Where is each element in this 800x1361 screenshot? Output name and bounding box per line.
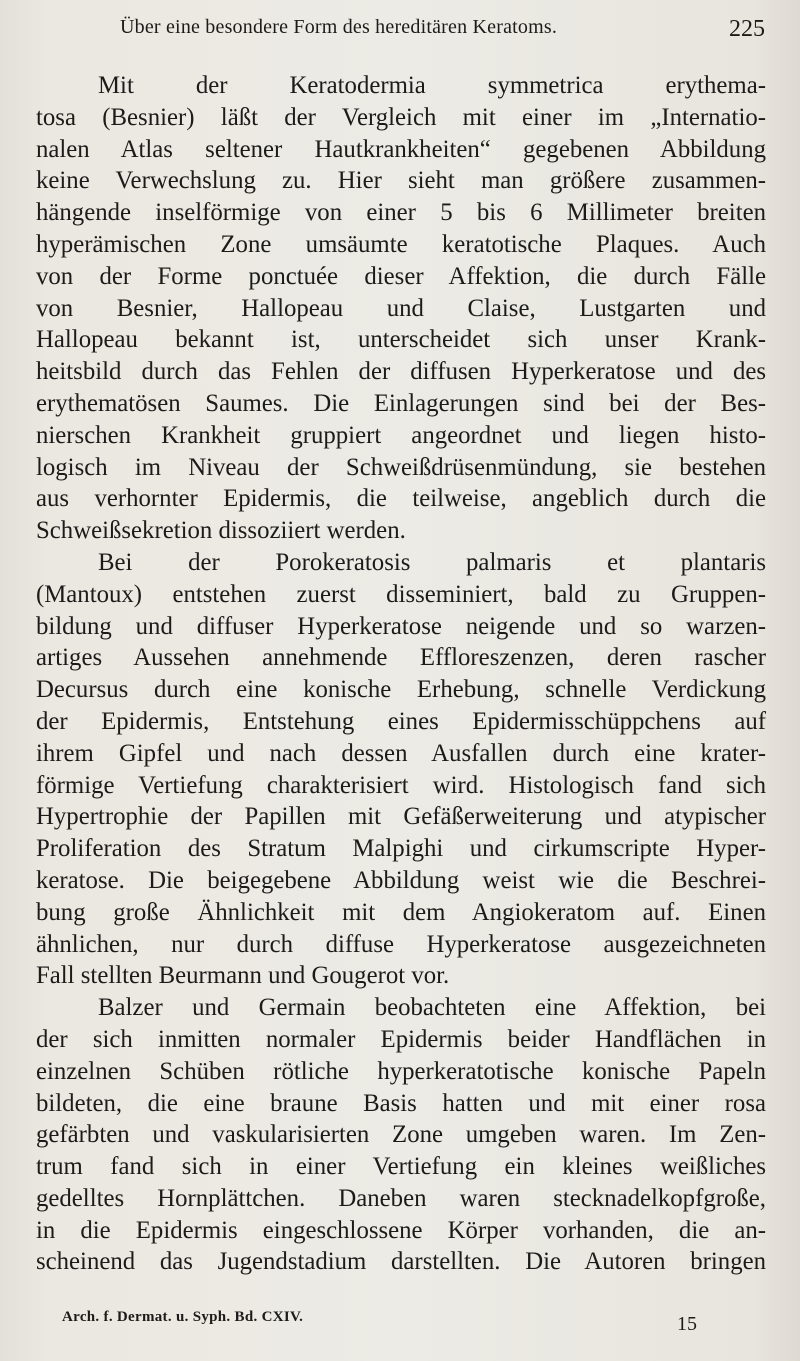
text-line: Balzer und Germain beobachteten eine Affektion, bei (98, 994, 766, 1022)
text-line: scheinend das Jugendstadium darstellten. Die Autoren bringen (36, 1248, 766, 1276)
text-line: Schweißsekretion dissoziiert werden. (36, 517, 406, 545)
text-line: Hallopeau bekannt ist, unterscheidet sich unser Krank- (36, 326, 766, 354)
text-line: der Epidermis, Entstehung eines Epidermisschüppchens auf (36, 707, 766, 735)
text-line: Hypertrophie der Papillen mit Gefäßerweiterung und atypischer (36, 803, 766, 831)
text-line: gedelltes Hornplättchen. Daneben waren stecknadelkopfgroße, (36, 1184, 766, 1212)
text-line: trum fand sich in einer Vertiefung ein kleines weißliches (36, 1153, 766, 1181)
text-line: hängende inselförmige von einer 5 bis 6 Millimeter breiten (36, 199, 766, 227)
text-line: logisch im Niveau der Schweißdrüsenmündung, sie bestehen (36, 453, 766, 481)
text-line: keratose. Die beigegebene Abbildung weist wie die Beschrei- (36, 866, 766, 894)
text-line: gefärbten und vaskularisierten Zone umgeben waren. Im Zen- (36, 1121, 766, 1149)
text-line: nalen Atlas seltener Hautkrankheiten“ gegebenen Abbildung (36, 135, 766, 163)
text-line: Bei der Porokeratosis palmaris et plantaris (98, 548, 766, 576)
body-text (36, 70, 766, 1278)
text-line: tosa (Besnier) läßt der Vergleich mit einer im „Internatio- (36, 103, 766, 131)
text-line: der sich inmitten normaler Epidermis beider Handflächen in (36, 1025, 766, 1053)
text-line: bildung und diffuser Hyperkeratose neigende und so warzen- (36, 612, 766, 640)
text-line: von Besnier, Hallopeau und Claise, Lustgarten und (36, 294, 766, 322)
text-line: von der Forme ponctuée dieser Affektion, die durch Fälle (36, 262, 766, 290)
text-line: bildeten, die eine braune Basis hatten und mit einer rosa (36, 1089, 766, 1117)
text-line: förmige Vertiefung charakterisiert wird. Histologisch fand sich (36, 771, 766, 799)
text-line: aus verhornter Epidermis, die teilweise, angeblich durch die (36, 485, 766, 513)
text-line: heitsbild durch das Fehlen der diffusen Hyperkeratose und des (36, 358, 766, 386)
text-line: hyperämischen Zone umsäumte keratotische Plaques. Auch (36, 230, 766, 258)
text-line: nierschen Krankheit gruppiert angeordnet und liegen histo- (36, 421, 766, 449)
text-line: Decursus durch eine konische Erhebung, schnelle Verdickung (36, 676, 766, 704)
signature-mark: 15 (677, 1313, 697, 1335)
journal-reference: Arch. f. Dermat. u. Syph. Bd. CXIV. (62, 1309, 304, 1325)
text-line: artiges Aussehen annehmende Effloreszenzen, deren rascher (36, 644, 766, 672)
running-head: Über eine besondere Form des hereditären Keratoms. (120, 16, 558, 38)
text-line: bung große Ähnlichkeit mit dem Angiokeratom auf. Einen (36, 898, 766, 926)
text-line: keine Verwechslung zu. Hier sieht man größere zusammen- (36, 167, 766, 195)
text-line: einzelnen Schüben rötliche hyperkeratotische konische Papeln (36, 1057, 766, 1085)
text-line: erythematösen Saumes. Die Einlagerungen sind bei der Bes- (36, 389, 766, 417)
text-line: ähnlichen, nur durch diffuse Hyperkeratose ausgezeichneten (36, 930, 766, 958)
text-line: ihrem Gipfel und nach dessen Ausfallen durch eine krater- (36, 739, 766, 767)
text-line: in die Epidermis eingeschlossene Körper vorhanden, die an- (36, 1216, 766, 1244)
text-line: Proliferation des Stratum Malpighi und cirkumscripte Hyper- (36, 835, 766, 863)
text-line: Mit der Keratodermia symmetrica erythema- (98, 72, 766, 99)
text-line: Fall stellten Beurmann und Gougerot vor. (36, 962, 450, 990)
text-line: (Mantoux) entstehen zuerst disseminiert, bald zu Gruppen- (36, 580, 766, 608)
page-number: 225 (729, 16, 765, 42)
